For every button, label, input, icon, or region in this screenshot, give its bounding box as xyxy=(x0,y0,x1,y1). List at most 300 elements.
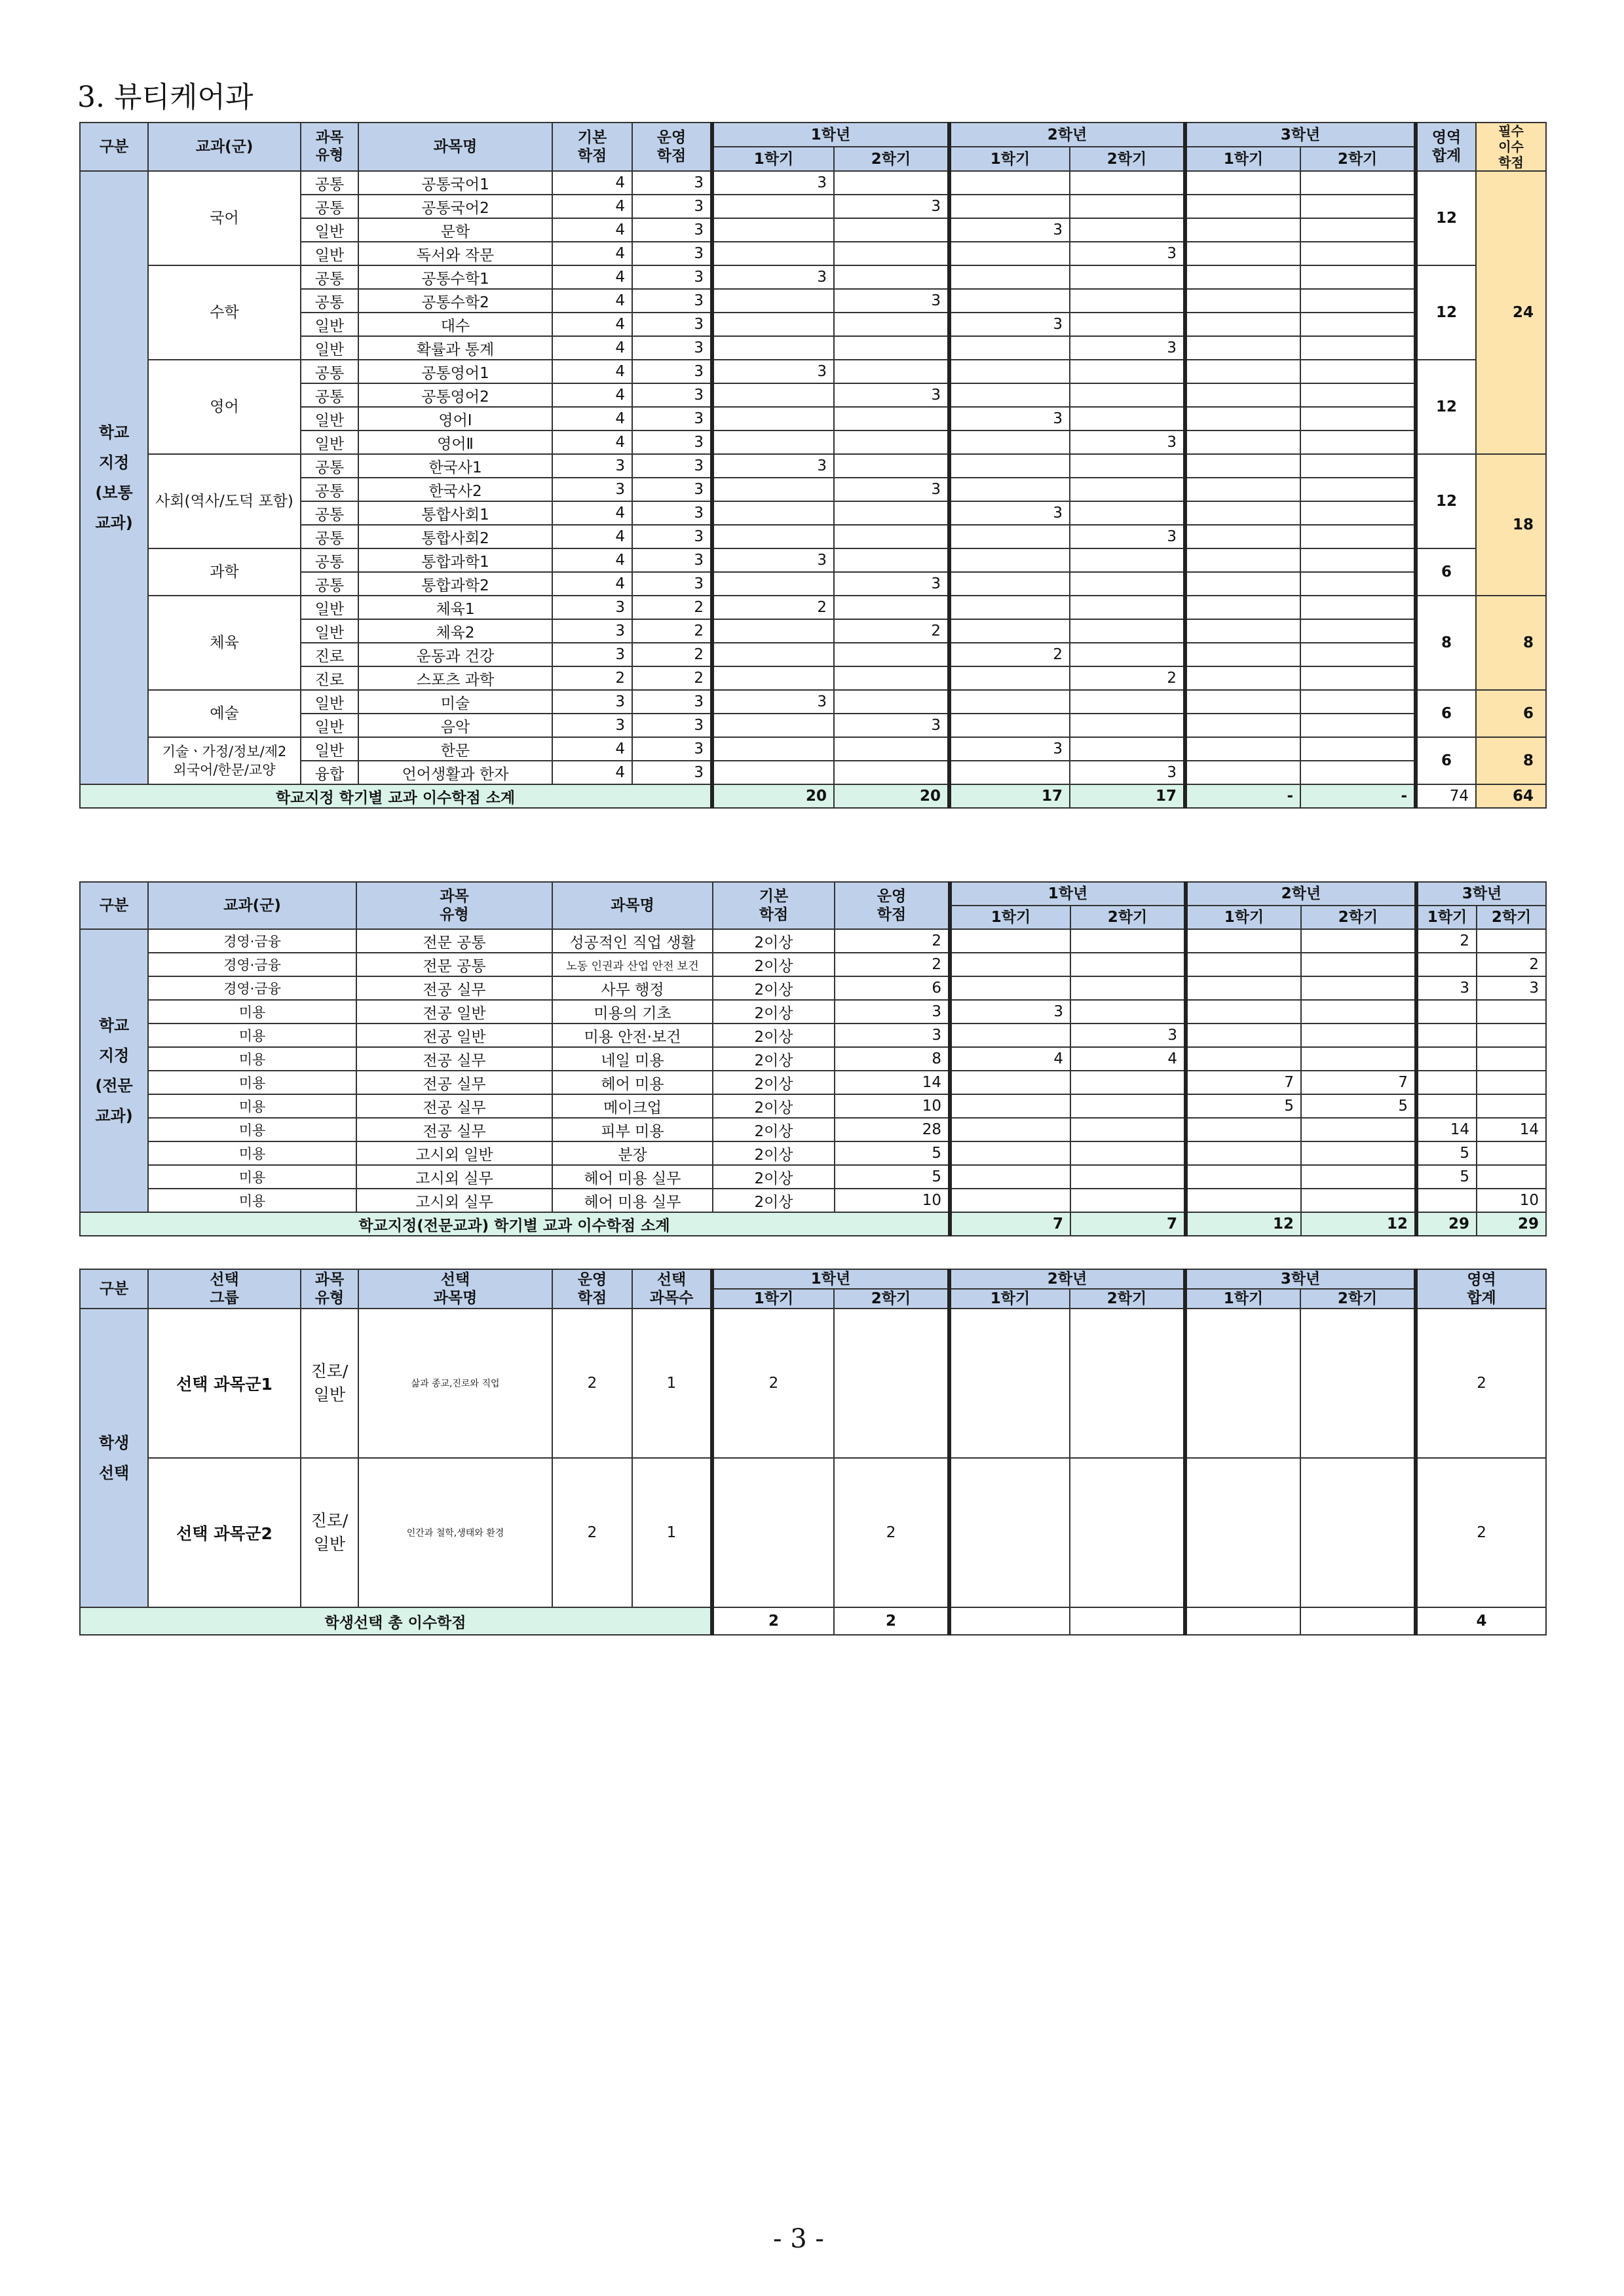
course-name: 통합과학2 xyxy=(358,572,552,596)
header-year-2: 2학년 xyxy=(1186,882,1416,906)
area-total: 12 xyxy=(1416,454,1476,548)
header-elective-group: 선택 그룹 xyxy=(148,1269,301,1309)
basic-credit: 2이상 xyxy=(713,1118,835,1141)
table-row xyxy=(80,360,1546,383)
area-total: 12 xyxy=(1416,360,1476,454)
total-value: 2 xyxy=(712,1607,834,1635)
basic-credit: 4 xyxy=(552,525,632,548)
basic-credit: 2이상 xyxy=(713,1094,835,1118)
semester-credit xyxy=(712,430,834,454)
required-credit: 8 xyxy=(1476,596,1546,690)
header-semester-2: 2학기 xyxy=(1300,1289,1416,1309)
semester-credit xyxy=(1477,1141,1546,1165)
semester-credit xyxy=(1300,643,1416,666)
semester-credit: 3 xyxy=(949,313,1070,336)
course-name: 체육1 xyxy=(358,596,552,619)
semester-credit: 3 xyxy=(712,171,834,195)
elective-group-name: 선택 과목군1 xyxy=(148,1309,301,1458)
course-type: 전공 일반 xyxy=(356,1000,552,1024)
semester-credit xyxy=(1477,1165,1546,1189)
header-semester-2: 2학기 xyxy=(1301,906,1416,929)
semester-credit xyxy=(1300,289,1416,313)
semester-credit xyxy=(949,572,1070,596)
semester-credit xyxy=(1477,1000,1546,1024)
semester-credit xyxy=(949,596,1070,619)
semester-credit xyxy=(1300,572,1416,596)
semester-credit xyxy=(1300,171,1416,195)
course-type: 공통 xyxy=(301,525,358,548)
semester-credit: 3 xyxy=(712,690,834,714)
semester-credit xyxy=(1301,1189,1416,1212)
semester-credit xyxy=(1186,1118,1301,1141)
course-type: 전공 실무 xyxy=(356,976,552,1000)
header-year-1: 1학년 xyxy=(712,1269,949,1289)
run-credit: 2 xyxy=(632,666,712,690)
basic-credit: 2 xyxy=(552,666,632,690)
semester-credit xyxy=(949,242,1070,265)
semester-credit xyxy=(834,761,949,784)
semester-credit xyxy=(1301,1047,1416,1071)
course-name: 메이크업 xyxy=(552,1094,713,1118)
semester-credit xyxy=(1185,383,1300,407)
semester-credit xyxy=(1186,1024,1301,1047)
semester-credit xyxy=(949,195,1070,218)
course-type: 전공 실무 xyxy=(356,1118,552,1141)
semester-credit xyxy=(834,171,949,195)
course-type: 전문 공통 xyxy=(356,953,552,976)
header-semester-1: 1학기 xyxy=(950,906,1070,929)
header-course-type: 과목 유형 xyxy=(356,882,552,929)
subtotal-value: 29 xyxy=(1416,1212,1477,1236)
run-credit: 3 xyxy=(632,336,712,360)
course-type: 일반 xyxy=(301,313,358,336)
area-total: 2 xyxy=(1416,1458,1546,1607)
semester-credit xyxy=(834,242,949,265)
semester-credit xyxy=(949,1309,1070,1458)
header-semester-2: 2학기 xyxy=(1070,147,1185,171)
course-name: 공통국어1 xyxy=(358,171,552,195)
run-credit: 3 xyxy=(632,407,712,430)
course-name: 분장 xyxy=(552,1141,713,1165)
semester-credit: 3 xyxy=(834,478,949,501)
semester-credit: 3 xyxy=(1070,430,1185,454)
header-basic-credit: 기본 학점 xyxy=(552,123,632,171)
run-credit: 14 xyxy=(835,1071,950,1094)
course-type: 일반 xyxy=(301,407,358,430)
semester-credit xyxy=(1185,313,1300,336)
header-area-total: 영역 합계 xyxy=(1416,123,1476,171)
course-name: 확률과 통계 xyxy=(358,336,552,360)
semester-credit xyxy=(1300,478,1416,501)
semester-credit: 3 xyxy=(1070,525,1185,548)
semester-credit xyxy=(1416,953,1477,976)
semester-credit xyxy=(1416,1000,1477,1024)
semester-credit: 14 xyxy=(1477,1118,1546,1141)
semester-credit xyxy=(1070,383,1185,407)
semester-credit xyxy=(1185,360,1300,383)
semester-credit xyxy=(1070,929,1186,953)
semester-credit xyxy=(949,454,1070,478)
semester-credit xyxy=(1070,737,1185,761)
run-credit: 3 xyxy=(632,478,712,501)
run-credit: 3 xyxy=(632,737,712,761)
course-type: 공통 xyxy=(301,360,358,383)
course-type: 공통 xyxy=(301,195,358,218)
semester-credit xyxy=(1477,1047,1546,1071)
basic-credit: 3 xyxy=(552,643,632,666)
subtotal-value: 17 xyxy=(1070,784,1185,808)
semester-credit xyxy=(1301,1165,1416,1189)
semester-credit xyxy=(1070,976,1186,1000)
basic-credit: 4 xyxy=(552,430,632,454)
table-row xyxy=(80,1212,1546,1236)
basic-credit: 4 xyxy=(552,407,632,430)
header-gubun: 구분 xyxy=(80,123,148,171)
header-semester-1: 1학기 xyxy=(949,1289,1070,1309)
semester-credit xyxy=(1300,761,1416,784)
semester-credit xyxy=(712,643,834,666)
semester-credit xyxy=(834,336,949,360)
course-name: 음악 xyxy=(358,714,552,737)
course-type: 전공 실무 xyxy=(356,1047,552,1071)
table-row xyxy=(80,882,1546,906)
course-name: 네일 미용 xyxy=(552,1047,713,1071)
table-row xyxy=(80,1094,1546,1118)
subtotal-label: 학교지정(전문교과) 학기별 교과 이수학점 소계 xyxy=(80,1212,950,1236)
run-credit: 5 xyxy=(835,1141,950,1165)
semester-credit xyxy=(1416,1024,1477,1047)
semester-credit xyxy=(1300,383,1416,407)
semester-credit xyxy=(834,313,949,336)
run-credit: 3 xyxy=(632,714,712,737)
course-name: 통합사회2 xyxy=(358,525,552,548)
run-credit: 2 xyxy=(552,1309,632,1458)
semester-credit xyxy=(834,690,949,714)
course-type: 일반 xyxy=(301,430,358,454)
semester-credit: 3 xyxy=(1416,976,1477,1000)
area-total: 12 xyxy=(1416,265,1476,360)
subtotal-label: 학교지정 학기별 교과 이수학점 소계 xyxy=(80,784,712,808)
semester-credit xyxy=(712,336,834,360)
vocational-curriculum-table xyxy=(79,881,1547,1236)
semester-credit xyxy=(1300,714,1416,737)
header-gubun: 구분 xyxy=(80,882,148,929)
header-year-2: 2학년 xyxy=(949,123,1185,147)
semester-credit xyxy=(1300,218,1416,242)
course-type: 일반 xyxy=(301,714,358,737)
basic-credit: 3 xyxy=(552,454,632,478)
course-type: 전문 공통 xyxy=(356,929,552,953)
basic-credit: 2이상 xyxy=(713,1024,835,1047)
run-credit: 3 xyxy=(632,313,712,336)
semester-credit xyxy=(1185,265,1300,289)
table-row xyxy=(80,596,1546,619)
basic-credit: 2이상 xyxy=(713,1071,835,1094)
course-name: 노동 인권과 산업 안전 보건 xyxy=(552,953,713,976)
subtotal-value: 7 xyxy=(950,1212,1070,1236)
semester-credit: 3 xyxy=(712,454,834,478)
area-total: 6 xyxy=(1416,737,1476,784)
semester-credit xyxy=(1186,953,1301,976)
course-type: 진로/ 일반 xyxy=(301,1458,358,1607)
run-credit: 3 xyxy=(632,548,712,572)
subtotal-value: 20 xyxy=(834,784,949,808)
table-row xyxy=(80,1047,1546,1071)
subject-group-name: 과학 xyxy=(148,548,301,596)
semester-credit xyxy=(1301,953,1416,976)
semester-credit xyxy=(949,478,1070,501)
semester-credit xyxy=(1070,1458,1185,1607)
basic-credit: 2이상 xyxy=(713,1000,835,1024)
basic-credit: 4 xyxy=(552,761,632,784)
semester-credit xyxy=(1185,737,1300,761)
table-row xyxy=(80,548,1546,572)
header-run-credit: 운영 학점 xyxy=(835,882,950,929)
semester-credit xyxy=(834,737,949,761)
category-label: 학교 지정 (보통 교과) xyxy=(80,171,148,784)
course-type: 전공 실무 xyxy=(356,1071,552,1094)
subject-group-name: 미용 xyxy=(148,1024,356,1047)
run-credit: 2 xyxy=(632,619,712,643)
table-row xyxy=(80,1071,1546,1094)
semester-credit xyxy=(949,548,1070,572)
semester-credit xyxy=(1185,690,1300,714)
semester-credit xyxy=(1301,1141,1416,1165)
course-name: 한국사2 xyxy=(358,478,552,501)
semester-credit xyxy=(950,1141,1070,1165)
semester-credit xyxy=(949,430,1070,454)
semester-credit xyxy=(1477,1094,1546,1118)
course-type: 진로/ 일반 xyxy=(301,1309,358,1458)
semester-credit xyxy=(712,242,834,265)
semester-credit xyxy=(1186,1047,1301,1071)
semester-credit xyxy=(1070,1141,1186,1165)
semester-credit xyxy=(1070,171,1185,195)
semester-credit xyxy=(949,666,1070,690)
course-name: 헤어 미용 실무 xyxy=(552,1165,713,1189)
course-name: 문학 xyxy=(358,218,552,242)
basic-credit: 4 xyxy=(552,265,632,289)
semester-credit xyxy=(950,1165,1070,1189)
semester-credit xyxy=(1300,690,1416,714)
basic-credit: 4 xyxy=(552,548,632,572)
total-value xyxy=(949,1607,1070,1635)
course-type: 공통 xyxy=(301,478,358,501)
semester-credit: 3 xyxy=(949,218,1070,242)
course-type: 일반 xyxy=(301,619,358,643)
semester-credit: 3 xyxy=(834,572,949,596)
basic-credit: 4 xyxy=(552,218,632,242)
semester-credit xyxy=(949,360,1070,383)
semester-credit xyxy=(834,501,949,525)
run-credit: 10 xyxy=(835,1189,950,1212)
course-name: 미용 안전·보건 xyxy=(552,1024,713,1047)
subject-group-name: 수학 xyxy=(148,265,301,360)
semester-credit: 7 xyxy=(1301,1071,1416,1094)
course-type: 일반 xyxy=(301,336,358,360)
semester-credit xyxy=(949,1458,1070,1607)
semester-credit: 4 xyxy=(1070,1047,1186,1071)
semester-credit xyxy=(1477,929,1546,953)
run-credit: 2 xyxy=(835,953,950,976)
header-semester-1: 1학기 xyxy=(1186,906,1301,929)
area-total: 6 xyxy=(1416,548,1476,596)
elective-count: 1 xyxy=(632,1458,712,1607)
run-credit: 3 xyxy=(632,218,712,242)
semester-credit xyxy=(1186,1189,1301,1212)
semester-credit xyxy=(950,953,1070,976)
semester-credit xyxy=(1300,596,1416,619)
semester-credit: 3 xyxy=(949,501,1070,525)
basic-credit: 3 xyxy=(552,478,632,501)
page-title: 3. 뷰티케어과 xyxy=(77,81,254,114)
semester-credit: 3 xyxy=(950,1000,1070,1024)
run-credit: 3 xyxy=(632,525,712,548)
total-value xyxy=(1070,1607,1185,1635)
semester-credit xyxy=(1186,976,1301,1000)
course-name: 사무 행정 xyxy=(552,976,713,1000)
header-required-credit: 필수 이수 학점 xyxy=(1476,123,1546,171)
semester-credit xyxy=(1070,714,1185,737)
semester-credit xyxy=(712,737,834,761)
semester-credit xyxy=(712,407,834,430)
semester-credit xyxy=(712,501,834,525)
course-type: 공통 xyxy=(301,171,358,195)
semester-credit xyxy=(950,1094,1070,1118)
basic-credit: 4 xyxy=(552,501,632,525)
table-row xyxy=(80,1269,1546,1289)
semester-credit xyxy=(712,1458,834,1607)
semester-credit xyxy=(1300,1309,1416,1458)
run-credit: 3 xyxy=(835,1000,950,1024)
semester-credit xyxy=(1070,1118,1186,1141)
semester-credit xyxy=(834,1309,949,1458)
semester-credit: 2 xyxy=(1070,666,1185,690)
header-semester-2: 2학기 xyxy=(834,147,949,171)
run-credit: 3 xyxy=(632,454,712,478)
run-credit: 3 xyxy=(632,360,712,383)
run-credit: 3 xyxy=(632,572,712,596)
header-subject-group: 교과(군) xyxy=(148,123,301,171)
semester-credit xyxy=(1070,953,1186,976)
run-credit: 2 xyxy=(632,643,712,666)
semester-credit: 5 xyxy=(1416,1165,1477,1189)
subtotal-value: - xyxy=(1300,784,1416,808)
basic-credit: 4 xyxy=(552,360,632,383)
semester-credit xyxy=(1185,336,1300,360)
semester-credit xyxy=(1300,242,1416,265)
semester-credit xyxy=(712,313,834,336)
header-year-3: 3학년 xyxy=(1185,123,1416,147)
semester-credit xyxy=(1070,501,1185,525)
table-row xyxy=(80,1024,1546,1047)
semester-credit: 3 xyxy=(834,383,949,407)
subject-group-name: 미용 xyxy=(148,1047,356,1071)
semester-credit xyxy=(1186,929,1301,953)
area-total: 2 xyxy=(1416,1309,1546,1458)
course-name: 공통수학2 xyxy=(358,289,552,313)
course-type: 공통 xyxy=(301,383,358,407)
semester-credit xyxy=(1300,336,1416,360)
semester-credit xyxy=(1416,1071,1477,1094)
semester-credit xyxy=(1070,218,1185,242)
table-row xyxy=(80,1309,1546,1458)
basic-credit: 3 xyxy=(552,619,632,643)
semester-credit xyxy=(1301,1118,1416,1141)
semester-credit xyxy=(1070,1309,1185,1458)
header-gubun: 구분 xyxy=(80,1269,148,1309)
semester-credit xyxy=(1185,714,1300,737)
semester-credit xyxy=(712,619,834,643)
semester-credit xyxy=(834,525,949,548)
subject-group-name: 기술ㆍ가정/정보/제2 외국어/한문/교양 xyxy=(148,737,301,784)
semester-credit xyxy=(834,265,949,289)
subtotal-value: 29 xyxy=(1477,1212,1546,1236)
general-curriculum-table xyxy=(79,122,1547,809)
semester-credit xyxy=(1070,572,1185,596)
run-credit: 3 xyxy=(632,195,712,218)
semester-credit xyxy=(1185,761,1300,784)
semester-credit xyxy=(1300,619,1416,643)
run-credit: 2 xyxy=(552,1458,632,1607)
semester-credit xyxy=(712,478,834,501)
semester-credit xyxy=(949,265,1070,289)
table-row xyxy=(80,953,1546,976)
header-semester-1: 1학기 xyxy=(949,147,1070,171)
semester-credit xyxy=(1070,619,1185,643)
basic-credit: 2이상 xyxy=(713,929,835,953)
header-year-3: 3학년 xyxy=(1416,882,1546,906)
semester-credit xyxy=(949,619,1070,643)
header-year-2: 2학년 xyxy=(949,1269,1185,1289)
header-semester-1: 1학기 xyxy=(712,1289,834,1309)
semester-credit: 3 xyxy=(834,289,949,313)
semester-credit xyxy=(1185,289,1300,313)
semester-credit xyxy=(1301,1024,1416,1047)
semester-credit xyxy=(1070,454,1185,478)
course-type: 공통 xyxy=(301,501,358,525)
elective-group-name: 선택 과목군2 xyxy=(148,1458,301,1607)
semester-credit xyxy=(1185,454,1300,478)
elective-course-name: 삶과 종교,진로와 직업 xyxy=(358,1309,552,1458)
semester-credit: 2 xyxy=(712,1309,834,1458)
course-type: 일반 xyxy=(301,690,358,714)
course-name: 스포츠 과학 xyxy=(358,666,552,690)
semester-credit: 14 xyxy=(1416,1118,1477,1141)
table-row xyxy=(80,1118,1546,1141)
semester-credit xyxy=(1416,1189,1477,1212)
basic-credit: 4 xyxy=(552,313,632,336)
course-type: 공통 xyxy=(301,548,358,572)
subject-group-name: 사회(역사/도덕 포함) xyxy=(148,454,301,548)
run-credit: 3 xyxy=(632,289,712,313)
semester-credit xyxy=(949,761,1070,784)
semester-credit xyxy=(834,360,949,383)
course-name: 성공적인 직업 생활 xyxy=(552,929,713,953)
semester-credit: 3 xyxy=(1070,242,1185,265)
course-name: 공통국어2 xyxy=(358,195,552,218)
header-semester-1: 1학기 xyxy=(1185,1289,1300,1309)
area-total: 8 xyxy=(1416,596,1476,690)
semester-credit xyxy=(949,714,1070,737)
semester-credit xyxy=(712,525,834,548)
header-course-name: 과목명 xyxy=(358,123,552,171)
table-row xyxy=(80,784,1546,808)
semester-credit xyxy=(1300,501,1416,525)
course-name: 대수 xyxy=(358,313,552,336)
semester-credit xyxy=(1185,218,1300,242)
header-basic-credit: 기본 학점 xyxy=(713,882,835,929)
